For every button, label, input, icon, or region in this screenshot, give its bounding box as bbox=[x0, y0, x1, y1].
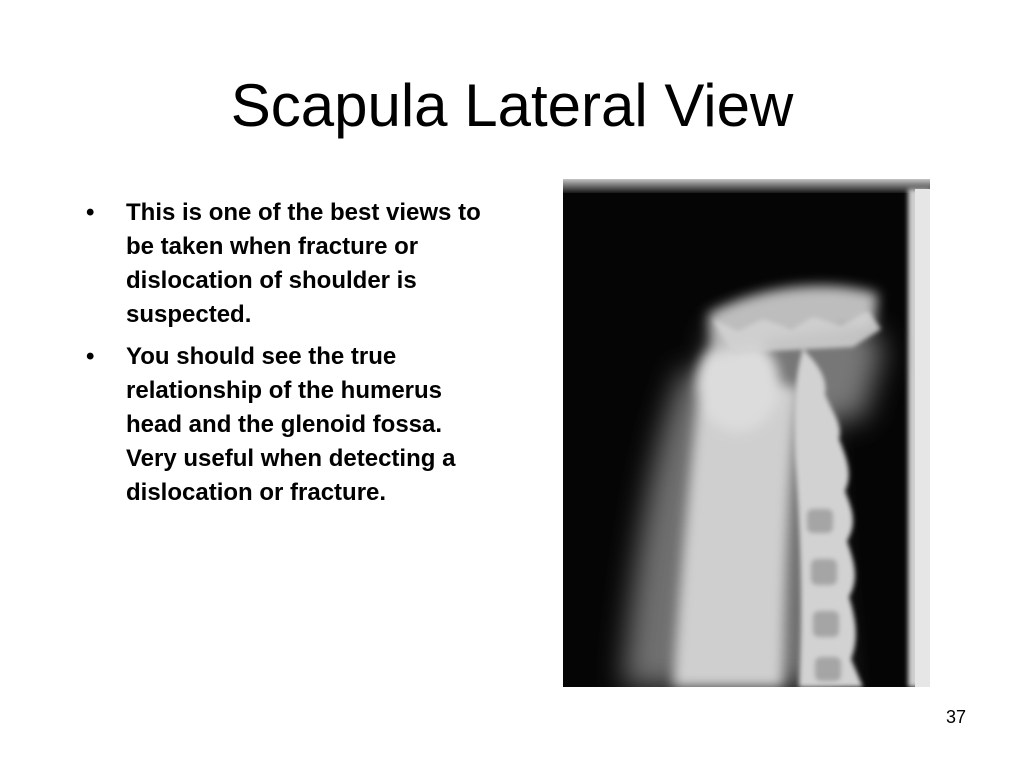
page-number: 37 bbox=[945, 707, 966, 727]
bullet-marker: • bbox=[86, 343, 95, 370]
bullet-list bbox=[84, 196, 494, 518]
slide-title: Scapula Lateral View bbox=[230, 72, 794, 139]
bullet-item bbox=[84, 196, 494, 332]
xray-illustration bbox=[563, 179, 930, 687]
bullet-item bbox=[84, 340, 494, 510]
bullet-marker: • bbox=[86, 199, 95, 226]
shoulder-xray-image bbox=[563, 179, 930, 687]
bullet-text: You should see the true relationship of the humerus head and the glenoid fossa. Very useful when detecting a dislocation or fracture. bbox=[126, 343, 456, 506]
bullet-text: This is one of the best views to be taken when fracture or dislocation of shoulder is suspected. bbox=[126, 199, 481, 328]
